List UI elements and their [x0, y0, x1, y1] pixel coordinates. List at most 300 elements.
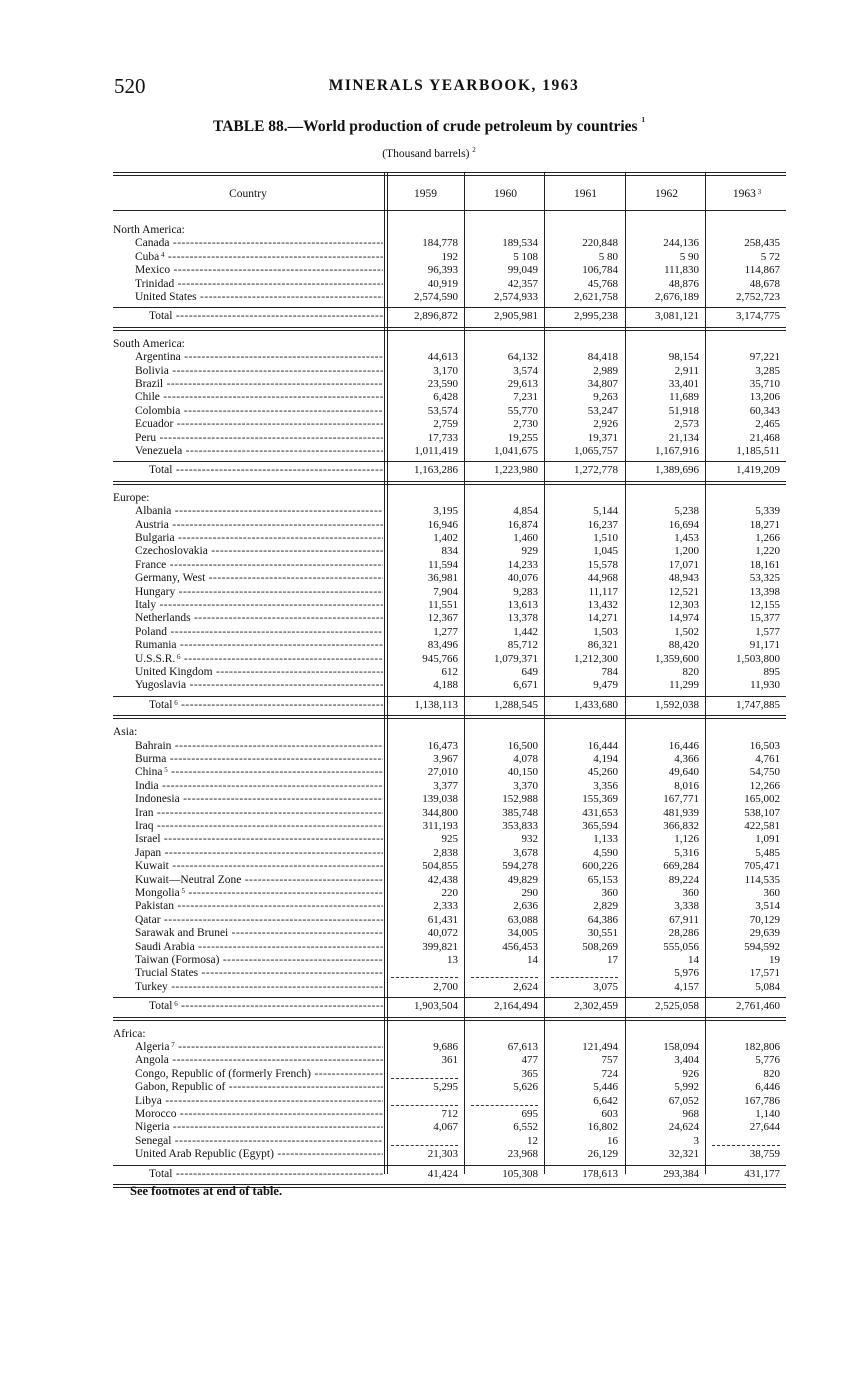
- region-heading: [113, 1028, 786, 1041]
- cell-value: 2,730: [513, 418, 538, 431]
- cell-value: 16,444: [587, 739, 618, 752]
- cell-value: 3,081,121: [655, 310, 699, 323]
- table-row: [113, 291, 786, 304]
- cell-value: 925: [441, 833, 458, 846]
- cell-value: 182,806: [744, 1041, 780, 1053]
- row-label: [135, 291, 383, 304]
- cell-value: 784: [601, 666, 618, 678]
- cell-value: 1,045: [593, 545, 618, 558]
- row-label-text: Mexico: [135, 264, 171, 277]
- cell-value: 895: [763, 666, 780, 678]
- cell-value: 16,946: [427, 518, 458, 531]
- cell-value: 1,277: [433, 625, 458, 638]
- row-label-text: India: [135, 779, 159, 792]
- table-row: [113, 666, 786, 679]
- cell-value: 44,613: [427, 351, 458, 364]
- table-row: [113, 679, 786, 692]
- cell-value: 178,613: [582, 1167, 618, 1180]
- row-label: [149, 1168, 383, 1181]
- cell-value: 1,167,916: [655, 445, 699, 457]
- table-row: [113, 874, 786, 887]
- cell-value: 21,134: [668, 431, 699, 444]
- cell-value: 3,285: [755, 364, 780, 377]
- cell-value: 16,874: [507, 518, 538, 531]
- table-row: [113, 432, 786, 445]
- cell-value: 820: [682, 666, 699, 678]
- row-label: [135, 941, 383, 954]
- cell-value: 61,431: [427, 913, 458, 926]
- cell-value: 6,552: [513, 1121, 538, 1134]
- row-label: [135, 954, 383, 967]
- cell-value: 84,418: [587, 351, 618, 364]
- cell-value: 11,689: [669, 391, 699, 404]
- row-label: [135, 874, 383, 887]
- cell-value: 5 80: [598, 250, 618, 263]
- row-label-text: Bahrain: [135, 739, 172, 752]
- cell-value: 40,072: [427, 927, 458, 940]
- cell-value: 724: [601, 1067, 618, 1080]
- row-label: [135, 967, 383, 980]
- cell-value: 1,163,286: [414, 464, 458, 477]
- cell-value: 5 108: [513, 250, 538, 263]
- cell-value: 612: [441, 666, 458, 678]
- cell-value: 3,514: [755, 900, 780, 913]
- cell-value: 38,759: [749, 1148, 780, 1161]
- row-label: [135, 391, 383, 404]
- cell-value: 4,078: [513, 753, 538, 765]
- region-heading: [113, 224, 786, 237]
- cell-value: 2,700: [433, 980, 458, 993]
- row-footnote-mark: 4: [159, 250, 165, 259]
- row-label: [135, 1068, 383, 1081]
- cell-value: 42,438: [427, 873, 458, 886]
- cell-value: 42,357: [507, 277, 538, 290]
- cell-value: 49,640: [668, 766, 699, 779]
- title-footnote-mark: 1: [641, 116, 645, 124]
- row-label-text: Taiwan (Formosa): [135, 954, 220, 966]
- page-number: 520: [114, 74, 146, 98]
- cell-value: 2,911: [674, 364, 699, 377]
- row-footnote-mark: 6: [175, 652, 181, 661]
- cell-value: 603: [601, 1108, 618, 1120]
- cell-value: 17: [607, 954, 618, 966]
- row-label-text: Kuwait—Neutral Zone: [135, 873, 242, 886]
- cell-value: 2,761,460: [736, 1000, 780, 1013]
- cell-value: 13,432: [587, 599, 618, 611]
- row-label: [113, 224, 383, 237]
- cell-value: 3,967: [433, 753, 458, 765]
- cell-value: 23,590: [427, 378, 458, 390]
- cell-value: 9,686: [433, 1041, 458, 1053]
- cell-value: 2,636: [513, 900, 538, 913]
- region-heading: [113, 492, 786, 505]
- row-label: [135, 278, 383, 291]
- cell-value: 1,903,504: [414, 1000, 458, 1013]
- cell-value: 167,771: [663, 793, 699, 806]
- row-label-text: Israel: [135, 833, 161, 846]
- row-label: [135, 666, 383, 679]
- row-label: [135, 914, 383, 927]
- cell-value: 2,896,872: [414, 310, 458, 323]
- cell-value: 4,854: [513, 505, 538, 518]
- cell-value: 3,356: [593, 779, 618, 792]
- row-label: [135, 586, 383, 599]
- row-label-text: Trinidad: [135, 277, 175, 290]
- cell-value: 21,468: [749, 431, 780, 444]
- cell-value: 2,574,933: [494, 291, 538, 303]
- cell-value: 13: [447, 954, 458, 966]
- cell-value: 16,503: [749, 739, 780, 752]
- total-row: [113, 1168, 786, 1181]
- cell-value: 3,574: [513, 364, 538, 377]
- cell-value: 3,370: [513, 779, 538, 792]
- cell-value: 6,642: [593, 1094, 618, 1107]
- row-label: [135, 780, 383, 793]
- table-row: [113, 559, 786, 572]
- cell-value: 158,094: [663, 1041, 699, 1053]
- cell-value: 13,398: [749, 585, 780, 598]
- row-label: [135, 351, 383, 364]
- cell-value: 365,594: [582, 820, 618, 832]
- cell-value: 504,855: [422, 860, 458, 873]
- cell-value: 64,132: [507, 351, 538, 364]
- cell-value: 244,136: [663, 237, 699, 250]
- cell-value: 16,694: [668, 518, 699, 531]
- cell-value: 1,079,371: [494, 652, 538, 665]
- cell-value: 55,770: [507, 404, 538, 417]
- table-row: [113, 766, 786, 779]
- cell-value: 16,473: [427, 739, 458, 752]
- row-label-text: Total: [149, 698, 173, 711]
- cell-value: 2,926: [593, 418, 618, 431]
- cell-value: 1,266: [755, 532, 780, 544]
- row-label: [135, 981, 383, 994]
- row-label-text: United States: [135, 291, 197, 303]
- cell-value: 48,876: [668, 277, 699, 290]
- table-row: [113, 967, 786, 980]
- cell-value: 820: [763, 1067, 780, 1080]
- cell-value: 54,750: [749, 766, 780, 779]
- cell-value: 1,041,675: [494, 445, 538, 457]
- cell-value: 53,574: [427, 404, 458, 417]
- cell-value: 40,076: [507, 572, 538, 585]
- row-footnote-mark: 6: [172, 698, 178, 707]
- row-label-text: Turkey: [135, 980, 168, 993]
- cell-value: 3,678: [513, 846, 538, 859]
- cell-value: 1,200: [674, 545, 699, 558]
- row-label: [135, 264, 383, 277]
- cell-value: 3: [693, 1134, 699, 1147]
- table-row: [113, 505, 786, 518]
- total-bottom-rule: [113, 481, 786, 485]
- cell-value: 4,194: [593, 753, 618, 765]
- row-label-text: Total: [149, 310, 173, 323]
- table-row: [113, 599, 786, 612]
- row-label: [113, 338, 383, 351]
- cell-value: 5,238: [674, 505, 699, 518]
- table-row: [113, 1135, 786, 1148]
- column-header-year: [708, 182, 786, 206]
- cell-value: 48,678: [749, 277, 780, 290]
- cell-value: 13,613: [507, 599, 538, 611]
- row-label: [135, 887, 383, 900]
- cell-value: 1,577: [755, 625, 780, 638]
- row-label: [135, 626, 383, 639]
- table-row: [113, 1041, 786, 1054]
- total-row: [113, 699, 786, 712]
- table-row: [113, 445, 786, 458]
- cell-value: 97,221: [749, 351, 780, 364]
- row-label-text: Algeria: [135, 1041, 170, 1053]
- cell-value: 365: [521, 1067, 538, 1080]
- table-row: [113, 914, 786, 927]
- total-row: [113, 1000, 786, 1013]
- row-label: [135, 378, 383, 391]
- row-label: [135, 418, 383, 431]
- cell-value: 67,911: [669, 913, 699, 926]
- cell-value: 12,303: [668, 599, 699, 611]
- table-row: [113, 820, 786, 833]
- cell-value: 12,367: [427, 612, 458, 625]
- cell-value: 926: [682, 1067, 699, 1080]
- row-label-text: Albania: [135, 505, 172, 518]
- cell-value: 1,140: [755, 1108, 780, 1120]
- cell-value: 29,613: [507, 378, 538, 390]
- table-row: [113, 1108, 786, 1121]
- row-label: [135, 432, 383, 445]
- row-label-text: Austria: [135, 518, 169, 531]
- cell-value: 98,154: [668, 351, 699, 364]
- cell-value: 14: [688, 954, 699, 966]
- cell-value: 1,592,038: [655, 698, 699, 711]
- column-header-year: [467, 182, 544, 206]
- row-label: [135, 1108, 383, 1121]
- cell-value: 16: [607, 1134, 618, 1147]
- cell-value: 9,263: [593, 391, 618, 404]
- cell-value: 2,838: [433, 846, 458, 859]
- row-label-text: Nigeria: [135, 1121, 170, 1134]
- cell-value: 8,016: [674, 779, 699, 792]
- row-label-text: Yugoslavia: [135, 679, 187, 692]
- cell-value: 5,776: [755, 1054, 780, 1067]
- row-label-text: Total: [149, 1167, 173, 1180]
- cell-value: 17,733: [427, 431, 458, 444]
- cell-value: 11,299: [669, 679, 699, 692]
- cell-value: 600,226: [582, 860, 618, 873]
- cell-value: 16,500: [507, 739, 538, 752]
- cell-value: 360: [601, 887, 618, 899]
- cell-value: 5 72: [760, 250, 780, 263]
- cell-value: 14: [527, 954, 538, 966]
- row-label: [135, 237, 383, 250]
- cell-value: 1,126: [674, 833, 699, 846]
- cell-value: 5 90: [679, 250, 699, 263]
- table-row: [113, 251, 786, 264]
- total-bottom-rule: [113, 715, 786, 719]
- row-label-text: Angola: [135, 1054, 169, 1067]
- cell-value: 431,177: [744, 1167, 780, 1180]
- cell-value: 40,919: [427, 277, 458, 290]
- cell-value: 13,378: [507, 612, 538, 625]
- cell-value: 555,056: [663, 940, 699, 953]
- row-label-text: Libya: [135, 1094, 162, 1107]
- cell-value: 5,084: [755, 980, 780, 993]
- row-label: [135, 559, 383, 572]
- row-label: [135, 251, 383, 264]
- row-label: [135, 599, 383, 612]
- table-title: [0, 118, 858, 136]
- cell-value: 360: [682, 887, 699, 899]
- table-row: [113, 572, 786, 585]
- cell-value: 3,170: [433, 364, 458, 377]
- cell-value: 6,428: [433, 391, 458, 404]
- cell-value: 3,338: [674, 900, 699, 913]
- column-header-year: [547, 182, 624, 206]
- cell-value: 4,188: [433, 679, 458, 692]
- cell-value: 481,939: [663, 806, 699, 819]
- row-label-text: Qatar: [135, 913, 161, 926]
- cell-value: 86,321: [587, 639, 618, 652]
- cell-value: 5,144: [593, 505, 618, 518]
- cell-value: 7,904: [433, 585, 458, 598]
- table-row: [113, 1148, 786, 1161]
- cell-value: 12,266: [749, 779, 780, 792]
- row-label: [135, 1135, 383, 1148]
- cell-value: 5,339: [755, 505, 780, 518]
- cell-value: 9,283: [513, 585, 538, 598]
- cell-value: 114,867: [744, 264, 780, 277]
- cell-value: 15,377: [749, 612, 780, 625]
- table-row: [113, 1081, 786, 1094]
- cell-value: 2,624: [513, 980, 538, 993]
- cell-value: 1,359,600: [655, 652, 699, 665]
- cell-value: 15,578: [587, 558, 618, 571]
- row-label-text: Asia:: [113, 726, 138, 739]
- row-footnote-mark: 5: [179, 887, 185, 895]
- cell-value: 17,571: [749, 967, 780, 980]
- row-footnote-mark: 7: [169, 1041, 175, 1049]
- table-row: [113, 807, 786, 820]
- year-label: 1959: [414, 188, 437, 200]
- cell-value: 5,976: [674, 967, 699, 980]
- cell-value: 33,401: [668, 378, 699, 390]
- cell-value: 1,220: [755, 545, 780, 558]
- cell-value: 945,766: [422, 652, 458, 665]
- table-row: [113, 900, 786, 913]
- cell-value: 2,829: [593, 900, 618, 913]
- cell-value: 30,551: [587, 927, 618, 940]
- cell-value: 3,075: [593, 980, 618, 993]
- row-label: [135, 519, 383, 532]
- year-label: 1962: [655, 188, 678, 200]
- row-label: [135, 900, 383, 913]
- row-label: [135, 653, 383, 666]
- cell-value: 40,150: [507, 766, 538, 779]
- cell-value: 29,639: [749, 927, 780, 940]
- cell-value: 89,224: [668, 873, 699, 886]
- cell-value: 538,107: [744, 806, 780, 819]
- row-label-text: Gabon, Republic of: [135, 1081, 226, 1094]
- footnote-reference: See footnotes at end of table.: [130, 1184, 283, 1198]
- cell-value: 17,071: [668, 558, 699, 571]
- cell-value: 5,992: [674, 1081, 699, 1094]
- row-label: [135, 545, 383, 558]
- region-heading: [113, 726, 786, 739]
- year-label: 1961: [574, 188, 597, 200]
- row-label: [113, 726, 383, 739]
- table-row: [113, 612, 786, 625]
- cell-value: 1,272,778: [574, 464, 618, 477]
- table-row: [113, 793, 786, 806]
- total-top-rule: [113, 1165, 786, 1166]
- table-row: [113, 941, 786, 954]
- row-footnote-mark: 6: [172, 1000, 178, 1009]
- cell-value: 5,295: [433, 1081, 458, 1094]
- cell-value: 1,133: [593, 833, 618, 846]
- column-header-year: [387, 182, 464, 206]
- row-label-text: Kuwait: [135, 860, 169, 873]
- year-label: 1960: [494, 188, 517, 200]
- running-title: MINERALS YEARBOOK, 1963: [328, 77, 580, 94]
- cell-value: 3,377: [433, 779, 458, 792]
- row-label-text: Peru: [135, 431, 157, 444]
- cell-value: 2,989: [593, 364, 618, 377]
- row-label-text: Colombia: [135, 404, 181, 417]
- cell-value: 34,005: [507, 927, 538, 940]
- year-footnote-mark: 3: [755, 188, 762, 196]
- row-label: [135, 612, 383, 625]
- cell-value: 6,446: [755, 1081, 780, 1094]
- cell-value: 105,308: [502, 1167, 538, 1180]
- row-label: [135, 572, 383, 585]
- row-label-text: Iraq: [135, 820, 154, 832]
- cell-value: 1,185,511: [736, 445, 780, 457]
- cell-value: 3,174,775: [736, 310, 780, 323]
- cell-value: 669,284: [663, 860, 699, 873]
- row-label-text: United Kingdom: [135, 666, 213, 678]
- cell-value: 27,010: [427, 766, 458, 779]
- row-label: [135, 445, 383, 458]
- cell-value: 1,212,300: [574, 652, 618, 665]
- cell-value: 1,223,980: [494, 464, 538, 477]
- cell-value: 49,829: [507, 873, 538, 886]
- row-label: [135, 532, 383, 545]
- row-label-text: Cuba: [135, 250, 160, 263]
- row-label-text: Italy: [135, 599, 157, 611]
- row-footnote-mark: 5: [162, 766, 168, 775]
- cell-value: 1,402: [433, 532, 458, 544]
- cell-value: 65,153: [587, 873, 618, 886]
- row-label-text: France: [135, 558, 167, 571]
- cell-value: 21,303: [427, 1148, 458, 1161]
- cell-value: 705,471: [744, 860, 780, 873]
- table-row: [113, 264, 786, 277]
- cell-value: 1,433,680: [574, 698, 618, 711]
- row-label-text: Chile: [135, 391, 160, 404]
- cell-value: 88,420: [668, 639, 699, 652]
- cell-value: 167,786: [744, 1094, 780, 1107]
- cell-value: 1,510: [593, 532, 618, 544]
- table-top-rule: [113, 172, 786, 176]
- cell-value: 258,435: [744, 237, 780, 250]
- cell-value: 16,446: [668, 739, 699, 752]
- row-label-text: Saudi Arabia: [135, 940, 195, 953]
- cell-value: 366,832: [663, 820, 699, 832]
- row-label-text: Hungary: [135, 585, 176, 598]
- cell-value: 695: [521, 1108, 538, 1120]
- row-label-text: North America:: [113, 224, 185, 236]
- cell-value: 360: [763, 887, 780, 899]
